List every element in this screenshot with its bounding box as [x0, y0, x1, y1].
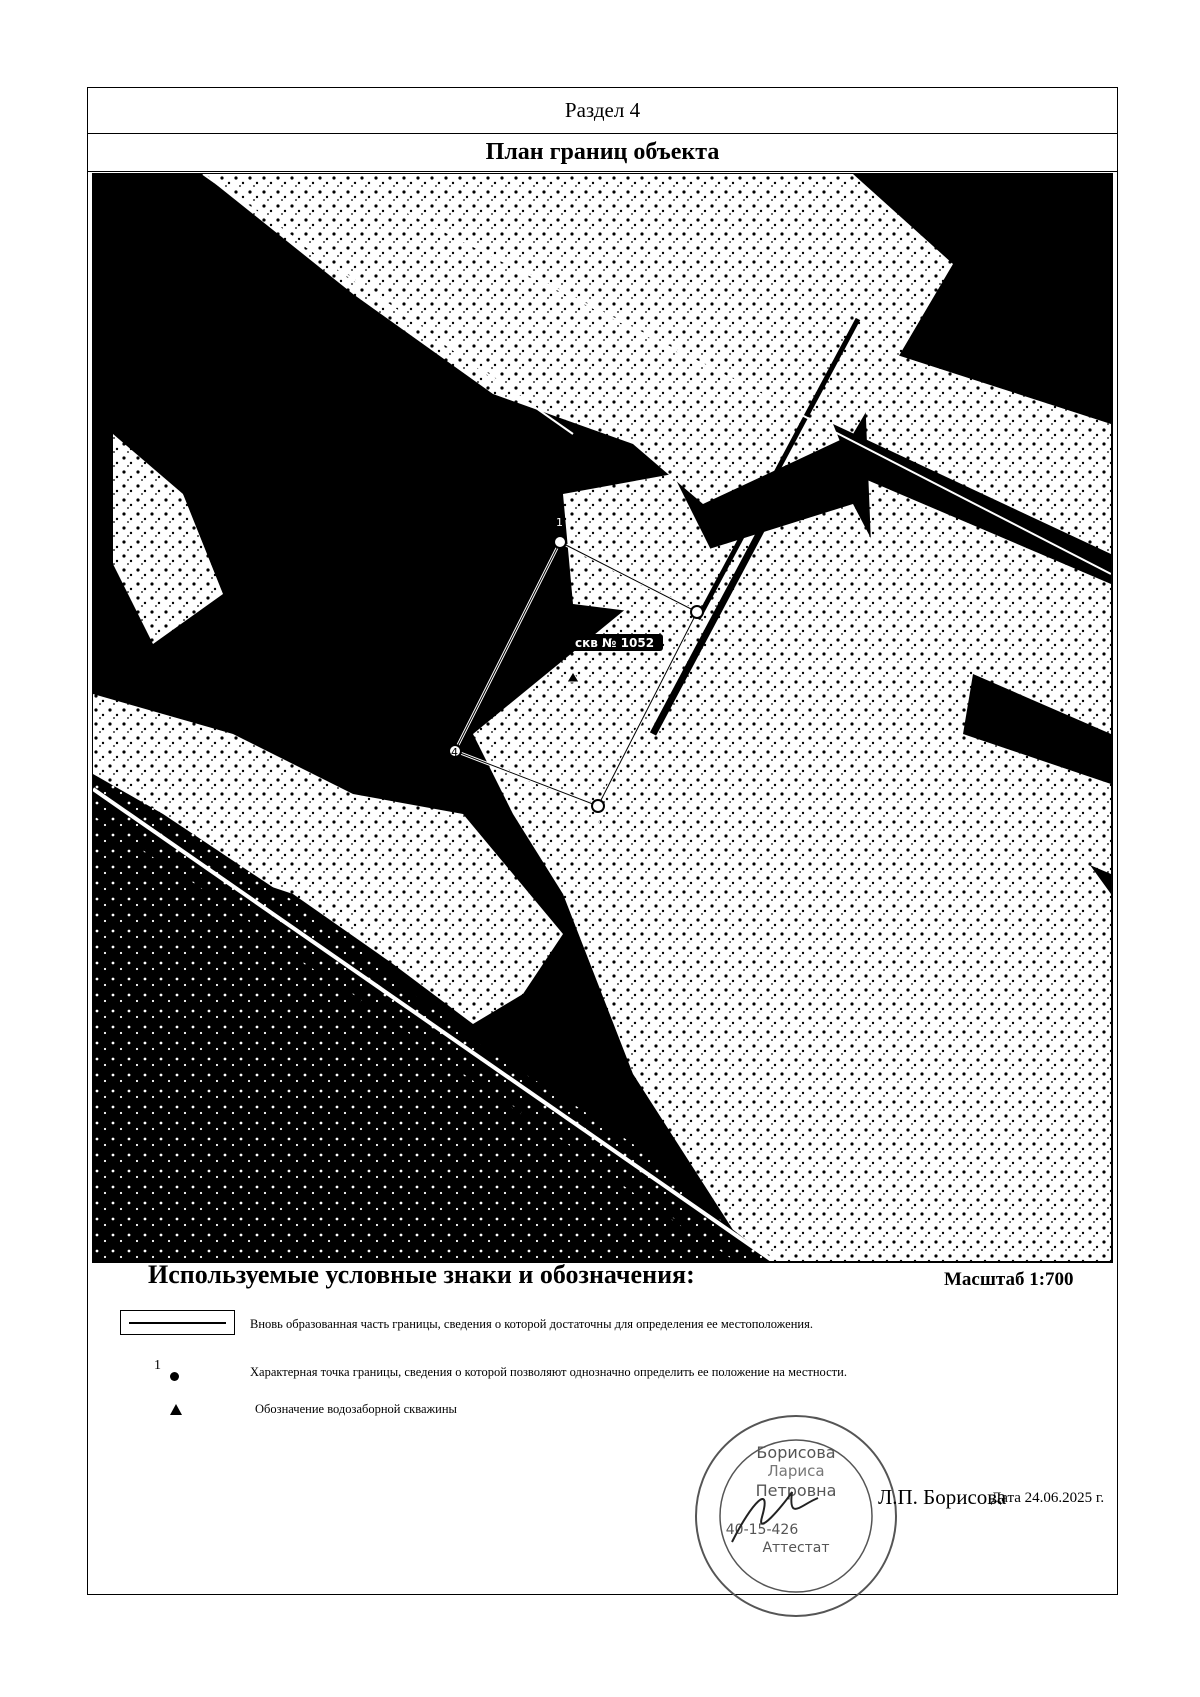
page-title: План границ объекта: [88, 133, 1117, 172]
scale-label: Масштаб 1:700: [944, 1269, 1074, 1290]
point-label-3: 3: [594, 818, 601, 831]
legend-title: Используемые условные знаки и обозначения:: [148, 1260, 695, 1289]
bottom-rule: [87, 1594, 527, 1595]
legend-point-number: 1: [154, 1358, 161, 1373]
point-symbol-icon: [170, 1372, 179, 1381]
point-label-4: 4: [451, 746, 458, 759]
document-frame: [87, 87, 1118, 1595]
aerial-map: [92, 173, 1113, 1263]
point-label-1: 1: [556, 516, 563, 529]
map-image: [93, 174, 1111, 1261]
stamp-line-3: Петровна: [755, 1481, 837, 1500]
stamp-line-5: Аттестат: [762, 1540, 830, 1556]
legend-well-text: Обозначение водозаборной скважины: [255, 1402, 457, 1416]
signature-date: Дата 24.06.2025 г.: [991, 1490, 1105, 1506]
signer-name: Л.П. Борисова: [878, 1485, 1007, 1509]
stamp-line-2: Лариса: [767, 1462, 825, 1480]
stamp-line-4: 40-15-426: [725, 1522, 799, 1538]
stamp-line-1: Борисова: [756, 1443, 836, 1462]
well-label: скв № 1052: [575, 636, 655, 650]
legend-border-text: Вновь образованная часть границы, сведения о которой достаточны для определения ее местоположения.: [250, 1317, 813, 1331]
legend-point-text: Характерная точка границы, сведения о которой позволяют однозначно определить ее положение на местности.: [250, 1365, 847, 1379]
seal-stamp: [692, 1412, 900, 1620]
well-symbol-icon: [170, 1404, 182, 1415]
section-heading: Раздел 4: [564, 98, 641, 122]
border-line-symbol: [120, 1310, 235, 1335]
point-label-2: 2: [693, 586, 700, 599]
